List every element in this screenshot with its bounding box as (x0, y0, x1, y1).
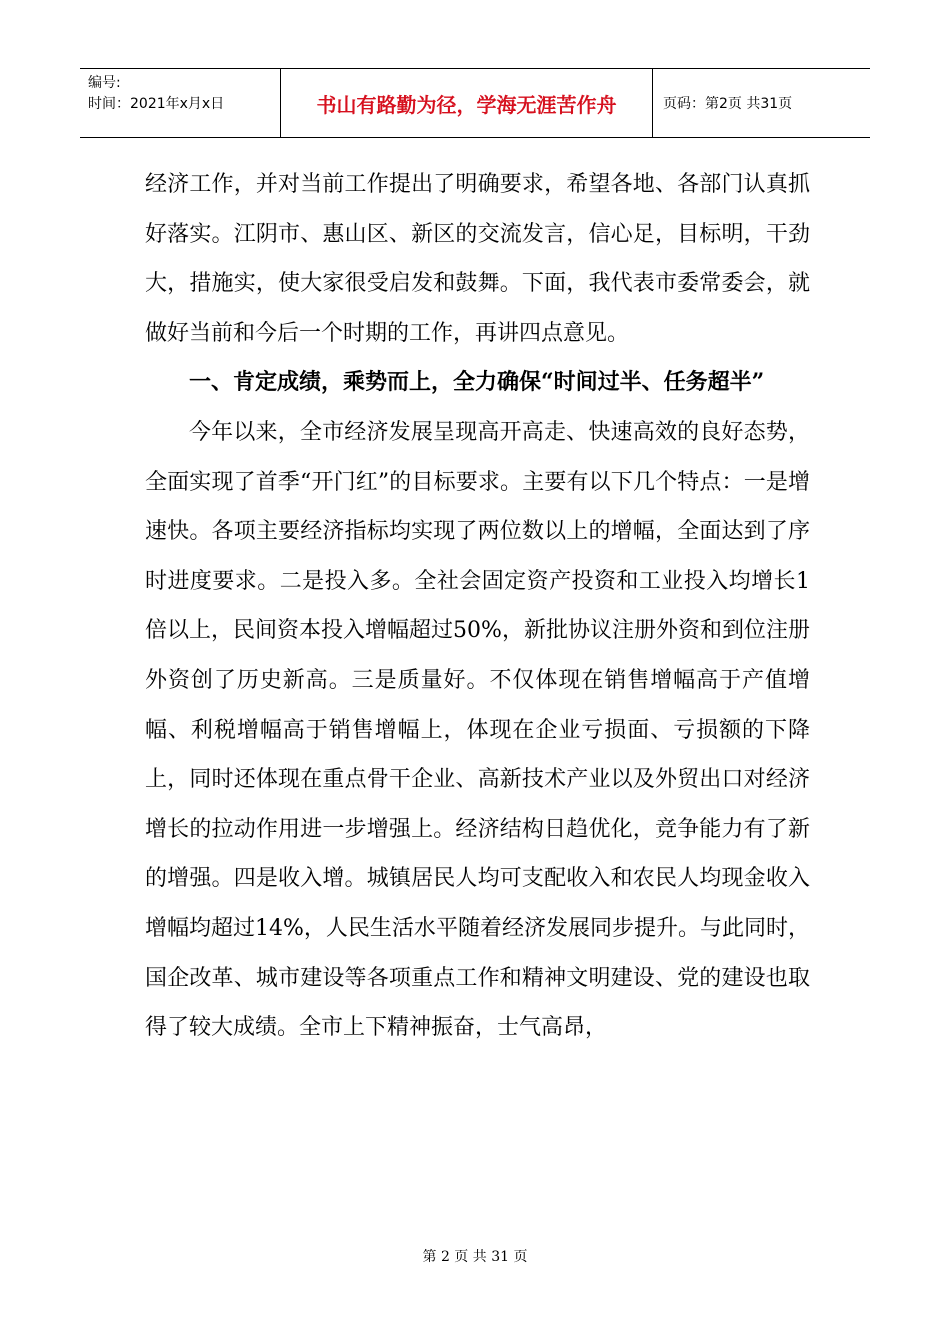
header-page-info: 页码：第2页 共31页 (663, 96, 793, 112)
document-time-label: 时间：2021年x月x日 (88, 96, 225, 112)
page-header (80, 68, 870, 138)
document-body (145, 160, 810, 1053)
document-number-label: 编号: (88, 75, 121, 91)
paragraph-main: 今年以来，全市经济发展呈现高开高走、快速高效的良好态势，全面实现了首季“开门红”的目标要求。主要有以下几个特点：一是增速快。各项主要经济指标均实现了两位数以上的增幅，全面达到了序时进度要求。二是投入多。全社会固定资产投资和工业投入均增长1倍以上，民间资本投入增幅超过50%，新批协议注册外资和到位注册外资创了历史新高。三是质量好。不仅体现在销售增幅高于产值增幅、利税增幅高于销售增幅上，体现在企业亏损面、亏损额的下降上，同时还体现在重点骨干企业、高新技术产业以及外贸出口对经济增长的拉动作用进一步增强上。经济结构日趋优化，竞争能力有了新的增强。四是收入增。城镇居民人均可支配收入和农民人均现金收入增幅均超过14%，人民生活水平随着经济发展同步提升。与此同时，国企改革、城市建设等各项重点工作和精神文明建设、党的建设也取得了较大成绩。全市上下精神振奋，士气高昂， (145, 419, 810, 1041)
header-meta-cell (80, 69, 281, 137)
header-motto: 书山有路勤为径，学海无涯苦作舟 (281, 69, 653, 137)
page-footer: 第 2 页 共 31 页 (422, 1249, 528, 1265)
section-heading: 一、肯定成绩，乘势而上，全力确保“时间过半、任务超半” (189, 369, 765, 396)
paragraph-continued: 经济工作，并对当前工作提出了明确要求，希望各地、各部门认真抓好落实。江阴市、惠山区、新区的交流发言，信心足，目标明，干劲大，措施实，使大家很受启发和鼓舞。下面，我代表市委常委会，就做好当前和今后一个时期的工作，再讲四点意见。 (145, 172, 810, 346)
